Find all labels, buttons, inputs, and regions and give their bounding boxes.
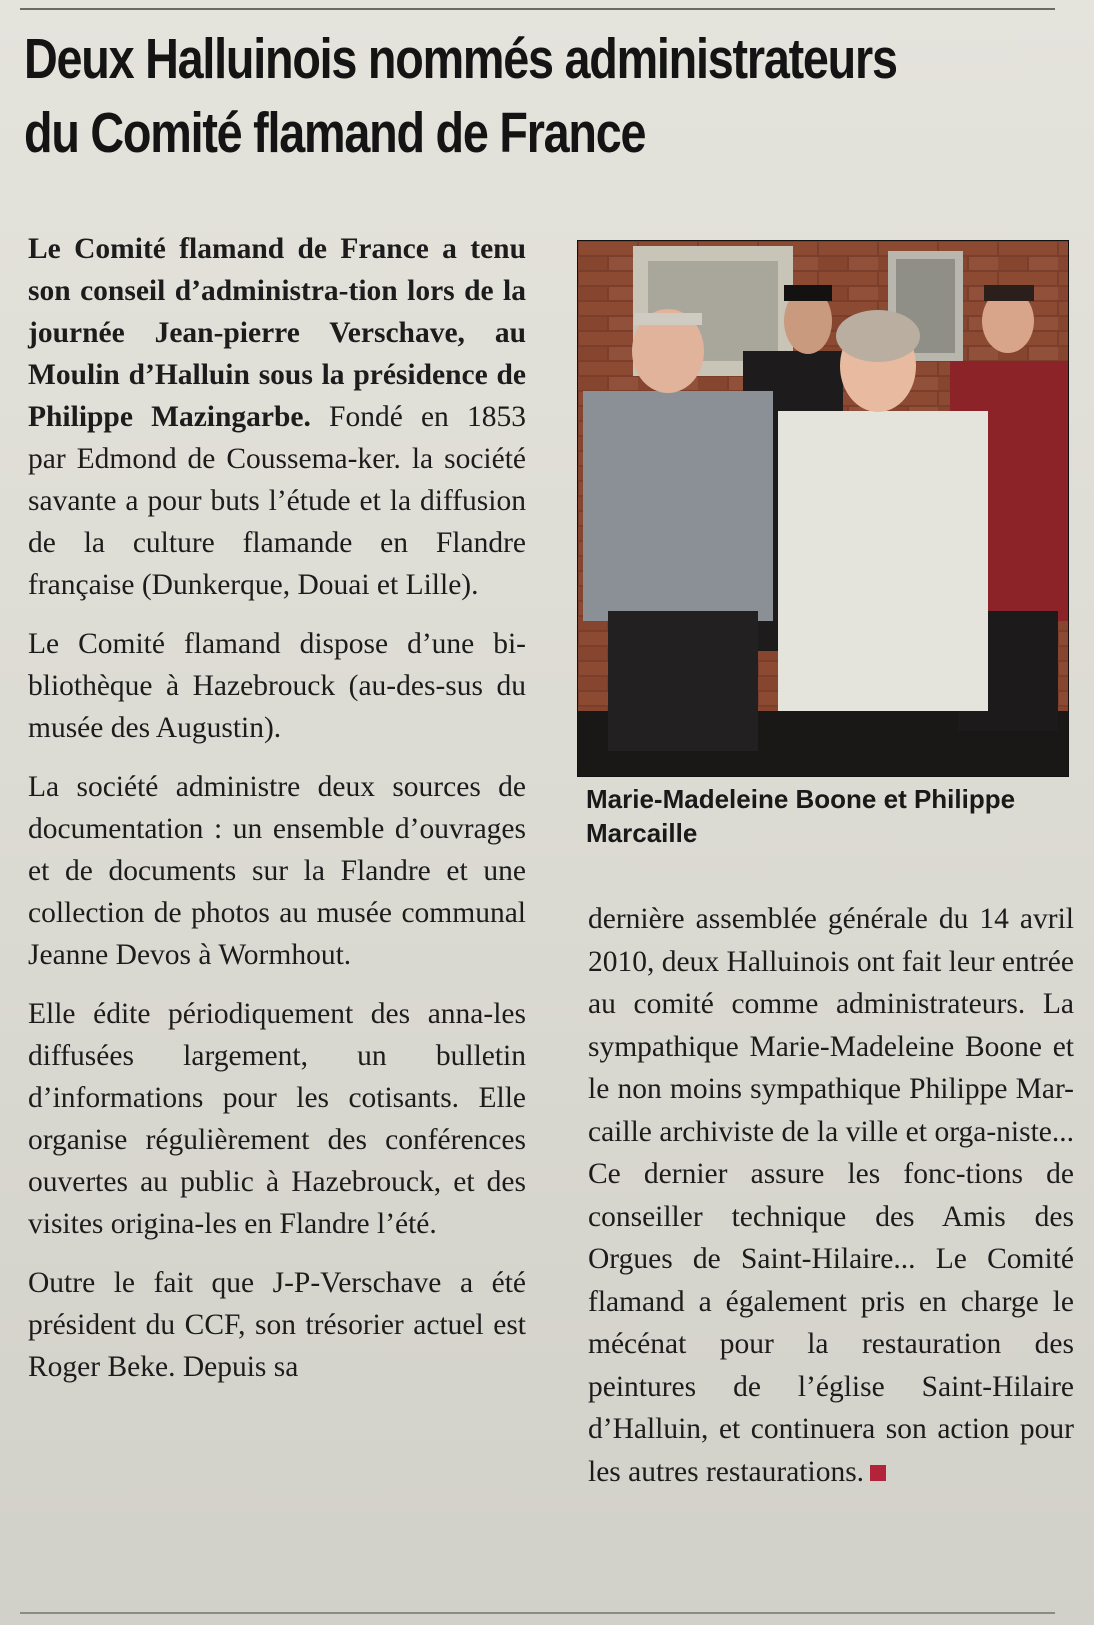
left-column [28, 228, 526, 1405]
article-headline [24, 22, 897, 170]
paragraph-president: Outre le fait que J-P-Verschave a été président du CCF, son trésorier actuel est Roger Beke. Depuis sa [28, 1267, 526, 1383]
right-column [588, 898, 1074, 1493]
paragraph-continuation [588, 898, 1074, 1493]
intro-rest: Fondé en 1853 par Edmond de Coussema-ker. la société savante a pour buts l’étude et la diffusion de la culture flamande en Flandre française (Dunkerque, Douai et Lille). [28, 401, 526, 601]
continuation-text: dernière assemblée générale du 14 avril 2010, deux Halluinois ont fait leur entrée au comité comme administrateurs. La sympathique Marie-Madeleine Boone et le non moins sympathique Philippe Mar-caille archiviste de la ville et orga-niste... Ce dernier assure les fonc-tions de conseiller technique des Amis des Orgues de Saint-Hilaire... Le Comité flamand a également pris en charge le mécénat pour la restauration des peintures de l’église Saint-Hilaire d’Halluin, et continuera son action pour les autres restaurations. [588, 903, 1074, 1488]
paragraph-publications: Elle édite périodiquement des anna-les diffusées largement, un bulletin d’informations pour les cotisants. Elle organise régulièrement des conférences ouvertes au public à Hazebrouck, et des visites origina-les en Flandre l’été. [28, 998, 526, 1240]
bottom-divider [20, 1612, 1055, 1614]
headline-line-1: Deux Halluinois nommés administrateurs [24, 27, 897, 91]
paragraph-library: Le Comité flamand dispose d’une bi-bliothèque à Hazebrouck (au-des-sus du musée des Augustin). [28, 628, 526, 744]
end-of-article-mark [870, 1465, 886, 1481]
paragraph-documentation: La société administre deux sources de documentation : un ensemble d’ouvrages et de documents sur la Flandre et une collection de photos au musée communal Jeanne Devos à Wormhout. [28, 771, 526, 971]
photo-caption: Marie-Madeleine Boone et Philippe Marcaille [586, 784, 1016, 848]
top-divider [20, 8, 1055, 10]
paragraph-intro [28, 228, 526, 606]
intro-bold-lead: Le Comité flamand de France a tenu son conseil d’administra-tion lors de la journée Jean-pierre Verschave, au Moulin d’Halluin sous la présidence de Philippe Mazingarbe. [28, 233, 526, 433]
headline-line-2: du Comité flamand de France [24, 101, 646, 165]
group-photo [577, 240, 1069, 777]
